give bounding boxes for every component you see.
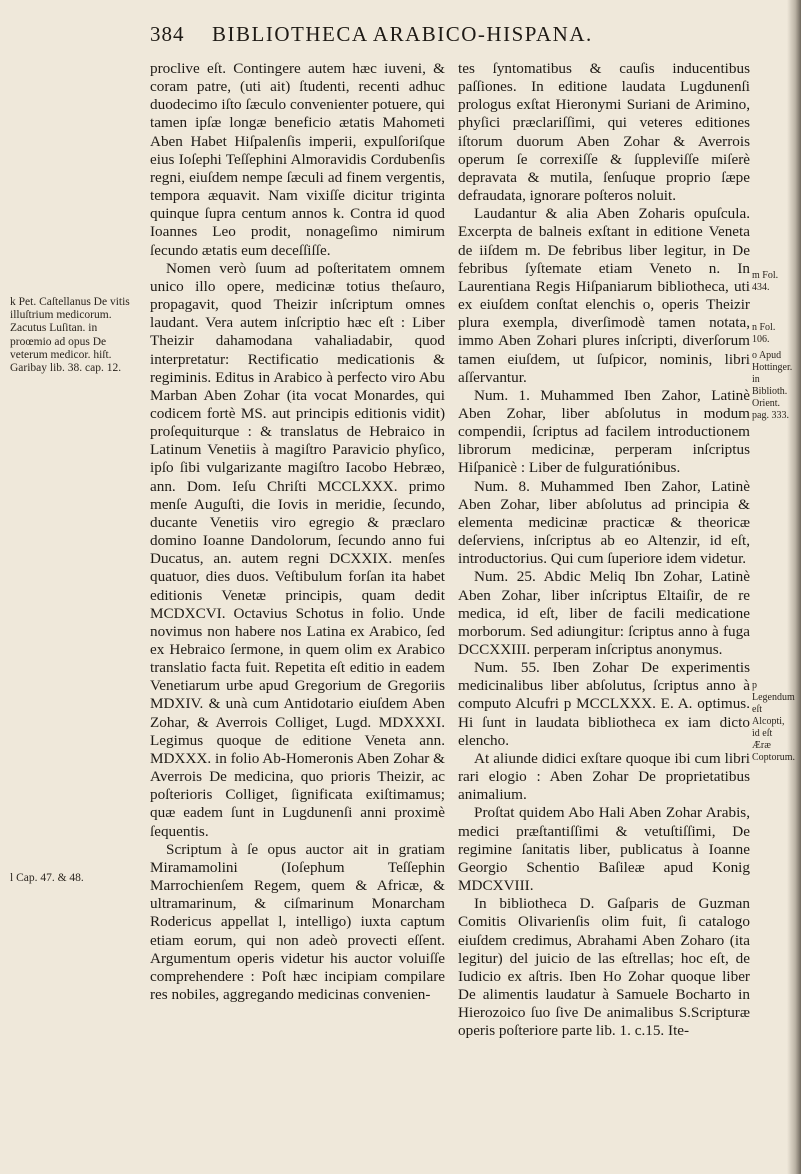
margin-note-k: k Pet. Caſtellanus De vitis illuſtrium medicorum. Zacutus Luſitan. in proœmio ad opus De veterum medicor. hiſt. Garibay lib. 38. cap. 12. — [10, 296, 130, 375]
running-title: BIBLIOTHECA ARABICO-HISPANA. — [212, 22, 593, 46]
paragraph: Scriptum à ſe opus auctor ait in gratiam Miramamolini (Ioſephum Teſſephin Marrochienſem Regem, quem & Africæ, & ultramarinum, & ciſmarinum Monarcham Rodericus appellat l, intelligo) iuxta captum etiam eorum, qui non adeò provecti eſſent. Argumentum operis videtur his auctor voluiſſe comprehendere : Poſt hæc incipiam compilare res nobiles, aggregando medicinas convenien- — [150, 840, 445, 1003]
paragraph: In bibliotheca D. Gaſparis de Guzman Comitis Olivarienſis olim fuit, ſi catalogo eiuſdem credimus, Abrahami Aben Zoharo (ita legitur) del juicio de las eſtrellas; hoc eſt, de Iudicio ex aſtris. Iben Ho Zohar quoque liber De alimentis laudatur à Samuele Bocharto in Hierozoico ſuo ſive De animalibus S.Scripturæ operis poſteriore parte lib. 1. c.15. Ite- — [458, 895, 750, 1040]
paragraph: Num. 55. Iben Zohar De experimentis medicinalibus liber abſolutus, ſcriptus anno à computo Alcufri p MCCLXXX. E. A. optimus. Hi ſunt in laudata bibliotheca ex iam dicto elencho. — [458, 659, 750, 749]
paragraph: tes ſyntomatibus & cauſis inducentibus paſſiones. In editione laudata Lugdunenſi prologus exſtat Hieronymi Suriani de Arimino, phyſici præclariſſimi, qui veteres editiones iſtorum duorum Aben Zohar & Averrois operum ſe correxiſſe & ſuppleviſſe miſerè depravata & mutila, ſenſuque proprio ſæpe defraudata, ignorare poſteros noluit. — [458, 60, 750, 205]
margin-note-o: o Apud Hottinger. in Biblioth. Orient. pag. 333. — [752, 350, 793, 421]
page-header — [0, 22, 801, 46]
margin-note-m: m Fol. 434. — [752, 270, 779, 293]
paragraph: Num. 8. Muhammed Iben Zahor, Latinè Aben Zohar, liber abſolutus ad principia & elementa medicinæ practicæ & theoricæ deſerviens, inſcriptus ab eo Altenzir, id eſt, introductorius. Qui cum ſuperiore idem videtur. — [458, 477, 750, 568]
paragraph: Laudantur & alia Aben Zoharis opuſcula. Excerpta de balneis exſtant in editione Veneta de iiſdem m. De febribus liber legitur, in De febribus ſyſtemate etiam Veneto n. In Laurentiana Regis Hiſpaniarum bibliotheca, uti ex eiuſdem conſtat elenchis o, operis Theizir plura exempla, diverſimodè tamen notata, immo Aben Zohari plures inſcripti, diverſorum tamen eiuſdem, ut ſuſpicor, nominis, libri aſſervantur. — [458, 205, 750, 386]
margin-note-l: l Cap. 47. & 48. — [10, 872, 84, 884]
margin-note-n: n Fol. 106. — [752, 322, 776, 345]
paragraph: Nomen verò ſuum ad poſteritatem omnem unico illo opere, medicinæ totius theſauro, propagavit, quod Theizir inſcriptum omnes laudant. Vera autem inſcriptio hæc eſt : Liber Theizir dahamodana vahaliadabir, quod interpretatur: Rectificatio medicationis & regiminis. Editus in Arabico à perfecto viro Abu Marban Aben Zohar (ita vocat Monardes, qui codicem fortè MS. aut principis editionis vidit) proſequiturque : & translatus de Hebraico in Latinum Venetiis à magiſtro Paravicio phyſico, ipſo ſibi vulgarizante magiſtro Iacobo Hebræo, ann. Dom. Ieſu Chriſti MCCLXXX. primo menſe Auguſti, die Iovis in meridie, ſecundo, ducante Venetiis viro egregio & præclaro domino Ioanne Dandolorum, ſecundo anno fui Ducatus, an. autem regni DCXXIX. menſes quatuor, dies duos. Veſtibulum forſan ita habet editionis Venetæ principis, quam dedit MCDXCVI. Octavius Schotus in folio. Unde novimus non habere nos Latina ex Arabico, ſed ex Hebraico ſermone, in quem olim ex Arabico translatio facta fuit. Repetita eſt editio in eadem Venetiarum urbe apud Gregorium de Gregoriis MDXIV. & unà cum Antidotario eiuſdem Aben Zohar, & Averrois Colliget, Lugd. MDXXXI. Legimus quoque de editione Veneta ann. MDXXX. in folio Ab-Homeronis Aben Zohar & Averrois De medicina, quo prioris Theizir, ac poſterioris Colliget, ſignificata exiſtimamus; quæ eadem ſunt in Lugdunenſi anni proximè ſequentis. — [150, 259, 445, 840]
paragraph: Proſtat quidem Abo Hali Aben Zohar Arabis, medici præſtantiſſimi & vetuſtiſſimi, De regimine ſanitatis liber, publicatus à Ioanne Georgio Schentio Baſileæ apud Konig MDCXVIII. — [458, 804, 750, 895]
left-column — [150, 60, 445, 1004]
paragraph: Num. 25. Abdic Meliq Ibn Zohar, Latinè Aben Zohar, liber inſcriptus Eltaiſir, de re medica, id eſt, liber de facili medicatione morborum. Sed adiungitur: ſcriptus anno à fuga DCCXXIII. perperam inſcriptus anonymus. — [458, 568, 750, 658]
paragraph: At aliunde didici exſtare quoque ibi cum libri rari elogio : Aben Zohar De proprietatibus animalium. — [458, 749, 750, 804]
paragraph: proclive eſt. Contingere autem hæc iuveni, & coram patre, (uti ait) ſtudenti, recenti adhuc duodecimo iſto ſæculo convenienter potuere, qui tamen ipſæ longæ beneficio ætatis Mahometi Aben Habet Hiſpalenſis imperii, expulſoriſque eius Ioſephi Teſſephini Almoravidis Cordubenſis regni, eiuſdem nempe ſæculi ad finem vergentis, tempora æquavit. Nam vixiſſe dicitur triginta quinque ſupra centum annos k. Contra id quod Ioannes Leo prodit, nonageſimo nimirum ſecundo ætatis eum deceſſiſſe. — [150, 60, 445, 259]
page-number: 384 — [150, 22, 185, 46]
page-edge — [787, 0, 801, 1174]
paragraph: Num. 1. Muhammed Iben Zahor, Latinè Aben Zohar, liber abſolutus in modum compendii, ſcriptus ad facilem introductionem librorum medicinæ, perperam inſcriptus Hiſpanicè : Liber de fulguratiónibus. — [458, 386, 750, 477]
right-column — [458, 60, 750, 1040]
margin-note-p: p Legendum eſt Alcopti, ìd eſt Æræ Coptorum. — [752, 680, 796, 763]
